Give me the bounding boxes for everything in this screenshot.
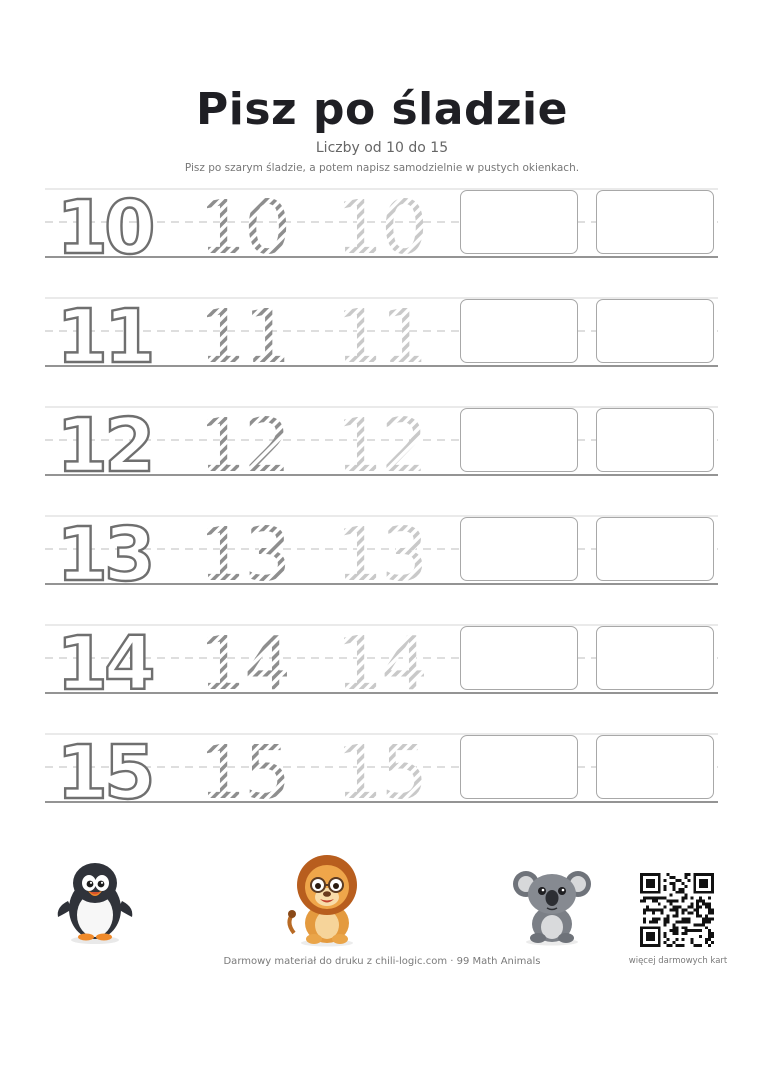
number-trace-light: 10: [335, 186, 427, 266]
number-outline: 11: [56, 295, 152, 375]
writing-box[interactable]: [460, 517, 578, 581]
number-trace-dark: 13: [198, 513, 290, 593]
writing-box[interactable]: [460, 626, 578, 690]
number-outline: 14: [56, 622, 152, 702]
qr-code[interactable]: [640, 873, 714, 947]
lion-illustration: [284, 853, 370, 947]
number-trace-light: 14: [335, 622, 427, 702]
tracing-row: [0, 404, 764, 514]
writing-box[interactable]: [596, 190, 714, 254]
tracing-row: [0, 622, 764, 732]
number-trace-dark: 15: [198, 731, 290, 811]
tracing-row: [0, 513, 764, 623]
tracing-row: [0, 295, 764, 405]
writing-box[interactable]: [596, 408, 714, 472]
writing-box[interactable]: [596, 626, 714, 690]
number-outline: 15: [56, 731, 152, 811]
writing-box[interactable]: [596, 517, 714, 581]
number-trace-dark: 14: [198, 622, 290, 702]
writing-box[interactable]: [596, 735, 714, 799]
number-outline: 12: [56, 404, 152, 484]
tracing-row: [0, 731, 764, 841]
number-trace-light: 12: [335, 404, 427, 484]
penguin-illustration: [52, 857, 138, 945]
page-subtitle: Liczby od 10 do 15: [315, 140, 449, 156]
number-outline: 10: [56, 186, 152, 266]
number-outline: 13: [56, 513, 152, 593]
instruction-text: Pisz po szarym śladzie, a potem napisz samodzielnie w pustych okienkach.: [184, 162, 580, 174]
number-trace-dark: 10: [198, 186, 290, 266]
writing-box[interactable]: [460, 408, 578, 472]
number-trace-dark: 12: [198, 404, 290, 484]
writing-box[interactable]: [460, 735, 578, 799]
number-trace-dark: 11: [198, 295, 290, 375]
number-trace-light: 15: [335, 731, 427, 811]
qr-caption: więcej darmowych kart: [628, 956, 728, 966]
writing-box[interactable]: [596, 299, 714, 363]
number-trace-light: 11: [335, 295, 427, 375]
page-title: Pisz po śladzie: [196, 84, 568, 135]
writing-box[interactable]: [460, 299, 578, 363]
tracing-row: [0, 186, 764, 296]
number-trace-light: 13: [335, 513, 427, 593]
koala-illustration: [512, 862, 592, 946]
footer-credit: Darmowy materiał do druku z chili-logic.com · 99 Math Animals: [223, 956, 541, 967]
writing-box[interactable]: [460, 190, 578, 254]
